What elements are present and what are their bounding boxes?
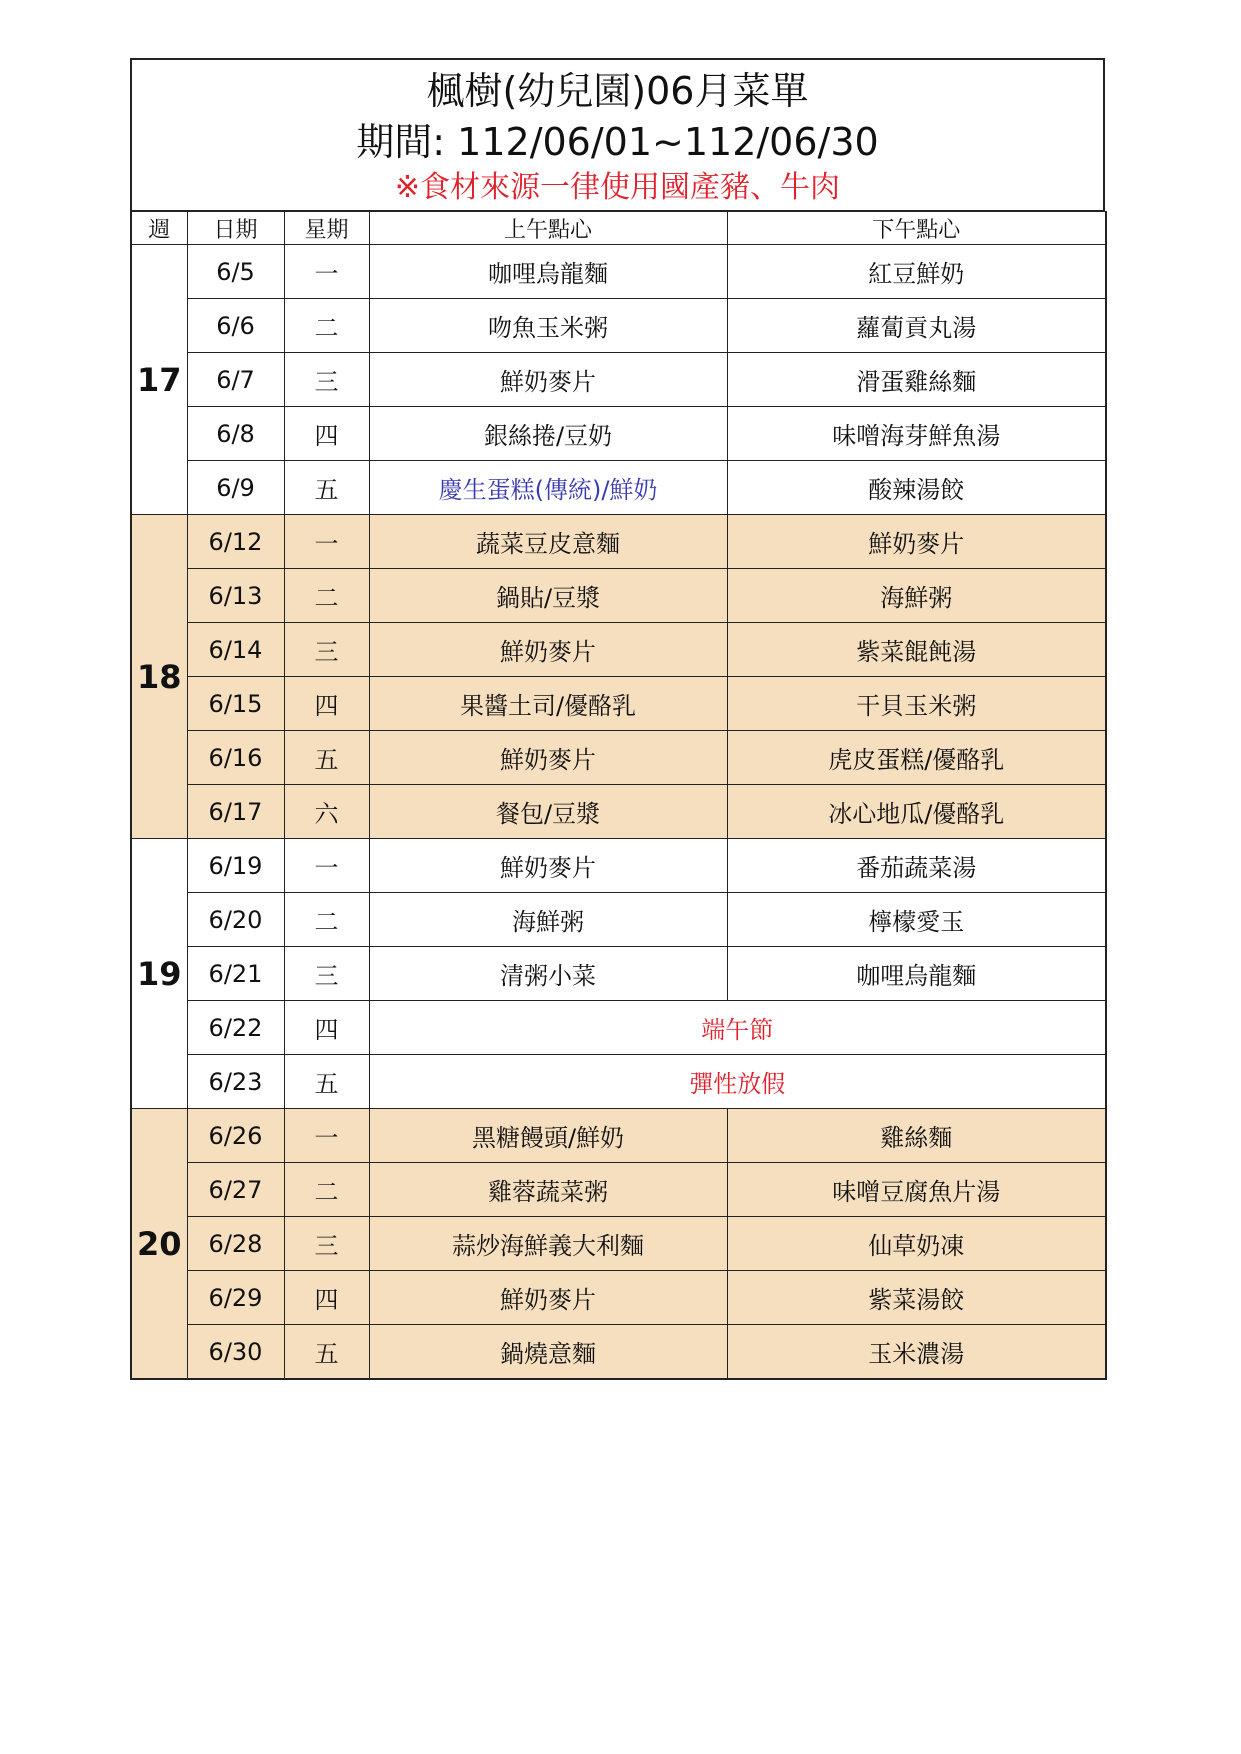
- date-cell: 6/13: [187, 569, 284, 623]
- pm-snack-cell: 紫菜餛飩湯: [727, 623, 1106, 677]
- col-date-header: 日期: [187, 212, 284, 245]
- date-cell: 6/27: [187, 1163, 284, 1217]
- pm-snack-cell: 檸檬愛玉: [727, 893, 1106, 947]
- date-cell: 6/14: [187, 623, 284, 677]
- table-row: [131, 839, 1106, 893]
- date-cell: 6/22: [187, 1001, 284, 1055]
- pm-snack-cell: 紅豆鮮奶: [727, 245, 1106, 299]
- col-pm-snack-header: 下午點心: [727, 212, 1106, 245]
- table-row: [131, 731, 1106, 785]
- pm-snack-cell: 酸辣湯餃: [727, 461, 1106, 515]
- menu-sheet: [130, 58, 1105, 1380]
- am-snack-cell: 鮮奶麥片: [369, 353, 727, 407]
- table-header-row: [131, 212, 1106, 245]
- menu-period: 期間: 112/06/01~112/06/30: [356, 120, 879, 164]
- weekday-cell: 三: [284, 947, 369, 1001]
- weekday-cell: 一: [284, 1109, 369, 1163]
- pm-snack-cell: 蘿蔔貢丸湯: [727, 299, 1106, 353]
- table-row: [131, 623, 1106, 677]
- pm-snack-cell: 玉米濃湯: [727, 1325, 1106, 1380]
- date-cell: 6/5: [187, 245, 284, 299]
- week-number: 19: [131, 839, 187, 1109]
- col-am-snack-header: 上午點心: [369, 212, 727, 245]
- date-cell: 6/7: [187, 353, 284, 407]
- weekday-cell: 五: [284, 1325, 369, 1380]
- date-cell: 6/12: [187, 515, 284, 569]
- menu-body: [131, 245, 1106, 1380]
- date-cell: 6/9: [187, 461, 284, 515]
- table-row: [131, 785, 1106, 839]
- pm-snack-cell: 海鮮粥: [727, 569, 1106, 623]
- table-row: [131, 299, 1106, 353]
- weekday-cell: 一: [284, 245, 369, 299]
- week-number: 17: [131, 245, 187, 515]
- table-row: [131, 1163, 1106, 1217]
- pm-snack-cell: 雞絲麵: [727, 1109, 1106, 1163]
- date-cell: 6/20: [187, 893, 284, 947]
- weekday-cell: 二: [284, 1163, 369, 1217]
- menu-header: [130, 58, 1105, 211]
- table-row: [131, 515, 1106, 569]
- table-row: [131, 569, 1106, 623]
- table-row: [131, 353, 1106, 407]
- menu-table: [130, 211, 1107, 1380]
- weekday-cell: 四: [284, 1271, 369, 1325]
- date-cell: 6/21: [187, 947, 284, 1001]
- weekday-cell: 四: [284, 677, 369, 731]
- date-cell: 6/15: [187, 677, 284, 731]
- weekday-cell: 六: [284, 785, 369, 839]
- table-row: [131, 1109, 1106, 1163]
- pm-snack-cell: 鮮奶麥片: [727, 515, 1106, 569]
- table-row: [131, 1055, 1106, 1109]
- am-snack-cell: 鮮奶麥片: [369, 839, 727, 893]
- weekday-cell: 五: [284, 461, 369, 515]
- date-cell: 6/30: [187, 1325, 284, 1380]
- am-snack-cell: 清粥小菜: [369, 947, 727, 1001]
- table-row: [131, 407, 1106, 461]
- weekday-cell: 三: [284, 623, 369, 677]
- table-row: [131, 1217, 1106, 1271]
- weekday-cell: 五: [284, 731, 369, 785]
- am-snack-cell: 黑糖饅頭/鮮奶: [369, 1109, 727, 1163]
- pm-snack-cell: 仙草奶凍: [727, 1217, 1106, 1271]
- weekday-cell: 三: [284, 1217, 369, 1271]
- table-row: [131, 1325, 1106, 1380]
- weekday-cell: 二: [284, 569, 369, 623]
- am-snack-cell: 銀絲捲/豆奶: [369, 407, 727, 461]
- am-snack-cell: 鮮奶麥片: [369, 623, 727, 677]
- am-snack-cell: 海鮮粥: [369, 893, 727, 947]
- date-cell: 6/26: [187, 1109, 284, 1163]
- pm-snack-cell: 滑蛋雞絲麵: [727, 353, 1106, 407]
- weekday-cell: 二: [284, 893, 369, 947]
- am-snack-cell: 雞蓉蔬菜粥: [369, 1163, 727, 1217]
- col-day-header: 星期: [284, 212, 369, 245]
- pm-snack-cell: 虎皮蛋糕/優酪乳: [727, 731, 1106, 785]
- date-cell: 6/28: [187, 1217, 284, 1271]
- am-snack-cell: 慶生蛋糕(傳統)/鮮奶: [369, 461, 727, 515]
- date-cell: 6/23: [187, 1055, 284, 1109]
- menu-title: 楓樹(幼兒園)06月菜單: [426, 69, 809, 113]
- date-cell: 6/8: [187, 407, 284, 461]
- pm-snack-cell: 味噌豆腐魚片湯: [727, 1163, 1106, 1217]
- weekday-cell: 四: [284, 407, 369, 461]
- am-snack-cell: 果醬土司/優酪乳: [369, 677, 727, 731]
- weekday-cell: 三: [284, 353, 369, 407]
- weekday-cell: 五: [284, 1055, 369, 1109]
- am-snack-cell: 蔬菜豆皮意麵: [369, 515, 727, 569]
- am-snack-cell: 吻魚玉米粥: [369, 299, 727, 353]
- table-row: [131, 677, 1106, 731]
- am-snack-cell: 鍋貼/豆漿: [369, 569, 727, 623]
- holiday-cell: 端午節: [369, 1001, 1106, 1055]
- ingredient-notice: ※食材來源一律使用國產豬、牛肉: [394, 170, 841, 205]
- pm-snack-cell: 咖哩烏龍麵: [727, 947, 1106, 1001]
- pm-snack-cell: 番茄蔬菜湯: [727, 839, 1106, 893]
- week-number: 20: [131, 1109, 187, 1380]
- pm-snack-cell: 味噌海芽鮮魚湯: [727, 407, 1106, 461]
- pm-snack-cell: 冰心地瓜/優酪乳: [727, 785, 1106, 839]
- table-row: [131, 893, 1106, 947]
- am-snack-cell: 鮮奶麥片: [369, 731, 727, 785]
- table-row: [131, 947, 1106, 1001]
- table-row: [131, 245, 1106, 299]
- am-snack-cell: 餐包/豆漿: [369, 785, 727, 839]
- weekday-cell: 四: [284, 1001, 369, 1055]
- col-week-header: 週: [131, 212, 187, 245]
- date-cell: 6/16: [187, 731, 284, 785]
- weekday-cell: 二: [284, 299, 369, 353]
- table-row: [131, 1001, 1106, 1055]
- am-snack-cell: 咖哩烏龍麵: [369, 245, 727, 299]
- date-cell: 6/19: [187, 839, 284, 893]
- pm-snack-cell: 紫菜湯餃: [727, 1271, 1106, 1325]
- weekday-cell: 一: [284, 839, 369, 893]
- date-cell: 6/6: [187, 299, 284, 353]
- date-cell: 6/17: [187, 785, 284, 839]
- week-number: 18: [131, 515, 187, 839]
- date-cell: 6/29: [187, 1271, 284, 1325]
- pm-snack-cell: 干貝玉米粥: [727, 677, 1106, 731]
- table-row: [131, 461, 1106, 515]
- table-row: [131, 1271, 1106, 1325]
- am-snack-cell: 鍋燒意麵: [369, 1325, 727, 1380]
- am-snack-cell: 蒜炒海鮮義大利麵: [369, 1217, 727, 1271]
- weekday-cell: 一: [284, 515, 369, 569]
- am-snack-cell: 鮮奶麥片: [369, 1271, 727, 1325]
- holiday-cell: 彈性放假: [369, 1055, 1106, 1109]
